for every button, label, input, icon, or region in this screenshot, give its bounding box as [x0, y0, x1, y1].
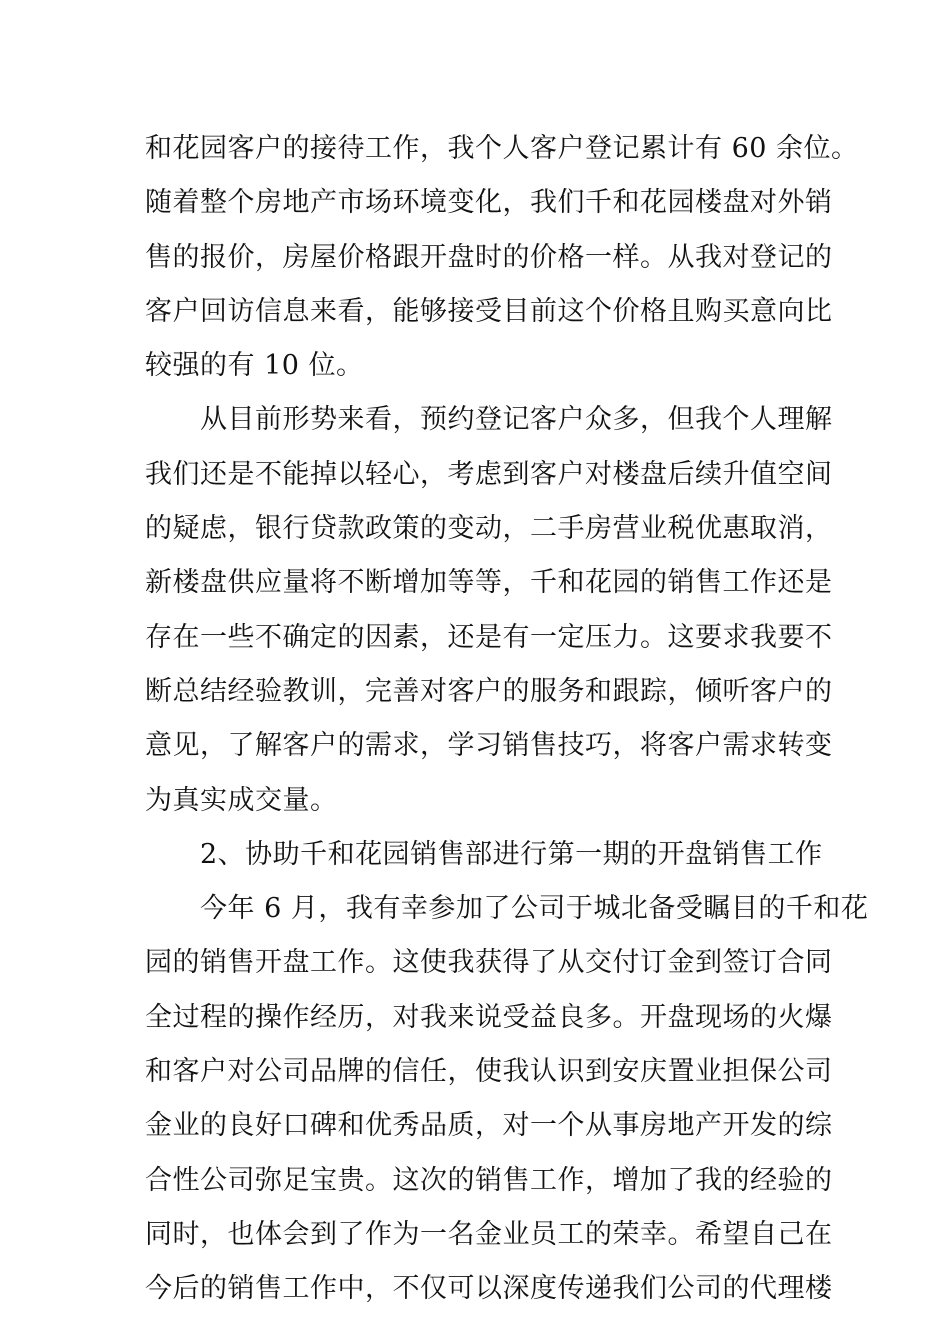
- text-line: 的疑虑，银行贷款政策的变动，二手房营业税优惠取消，: [145, 513, 833, 545]
- text-line: 和客户对公司品牌的信任，使我认识到安庆置业担保公司: [145, 1056, 833, 1088]
- document-body: [145, 122, 869, 1317]
- text-line: 意见，了解客户的需求，学习销售技巧，将客户需求转变: [145, 730, 833, 762]
- text-line: 随着整个房地产市场环境变化，我们千和花园楼盘对外销: [145, 187, 833, 219]
- text-line: 我们还是不能掉以轻心，考虑到客户对楼盘后续升值空间: [145, 458, 833, 490]
- text-line: 较强的有 10 位。: [145, 350, 364, 382]
- text-line: 和花园客户的接待工作，我个人客户登记累计有 60 余位。: [145, 133, 859, 164]
- text-line: 断总结经验教训，完善对客户的服务和跟踪，倾听客户的: [145, 675, 833, 707]
- text-line: 客户回访信息来看，能够接受目前这个价格且购买意向比: [145, 295, 833, 327]
- paragraph-first-line: 从目前形势来看，预约登记客户众多，但我个人理解: [200, 404, 833, 436]
- text-line: 同时，也体会到了作为一名金业员工的荣幸。希望自己在: [145, 1218, 833, 1250]
- text-line: 合性公司弥足宝贵。这次的销售工作，增加了我的经验的: [145, 1164, 833, 1196]
- text-line: 园的销售开盘工作。这使我获得了从交付订金到签订合同: [145, 947, 833, 979]
- text-line: 今后的销售工作中，不仅可以深度传递我们公司的代理楼: [145, 1273, 833, 1305]
- paragraph-first-line: 今年 6 月，我有幸参加了公司于城北备受瞩目的千和花: [200, 893, 869, 925]
- text-line: 新楼盘供应量将不断增加等等，千和花园的销售工作还是: [145, 567, 833, 599]
- text-line: 为真实成交量。: [145, 784, 338, 816]
- text-line: 全过程的操作经历，对我来说受益良多。开盘现场的火爆: [145, 1001, 833, 1033]
- text-line: 售的报价，房屋价格跟开盘时的价格一样。从我对登记的: [145, 241, 833, 273]
- text-line: 存在一些不确定的因素，还是有一定压力。这要求我要不: [145, 621, 833, 653]
- section-heading: 2、协助千和花园销售部进行第一期的开盘销售工作: [200, 838, 823, 870]
- text-line: 金业的良好口碑和优秀品质，对一个从事房地产开发的综: [145, 1110, 833, 1142]
